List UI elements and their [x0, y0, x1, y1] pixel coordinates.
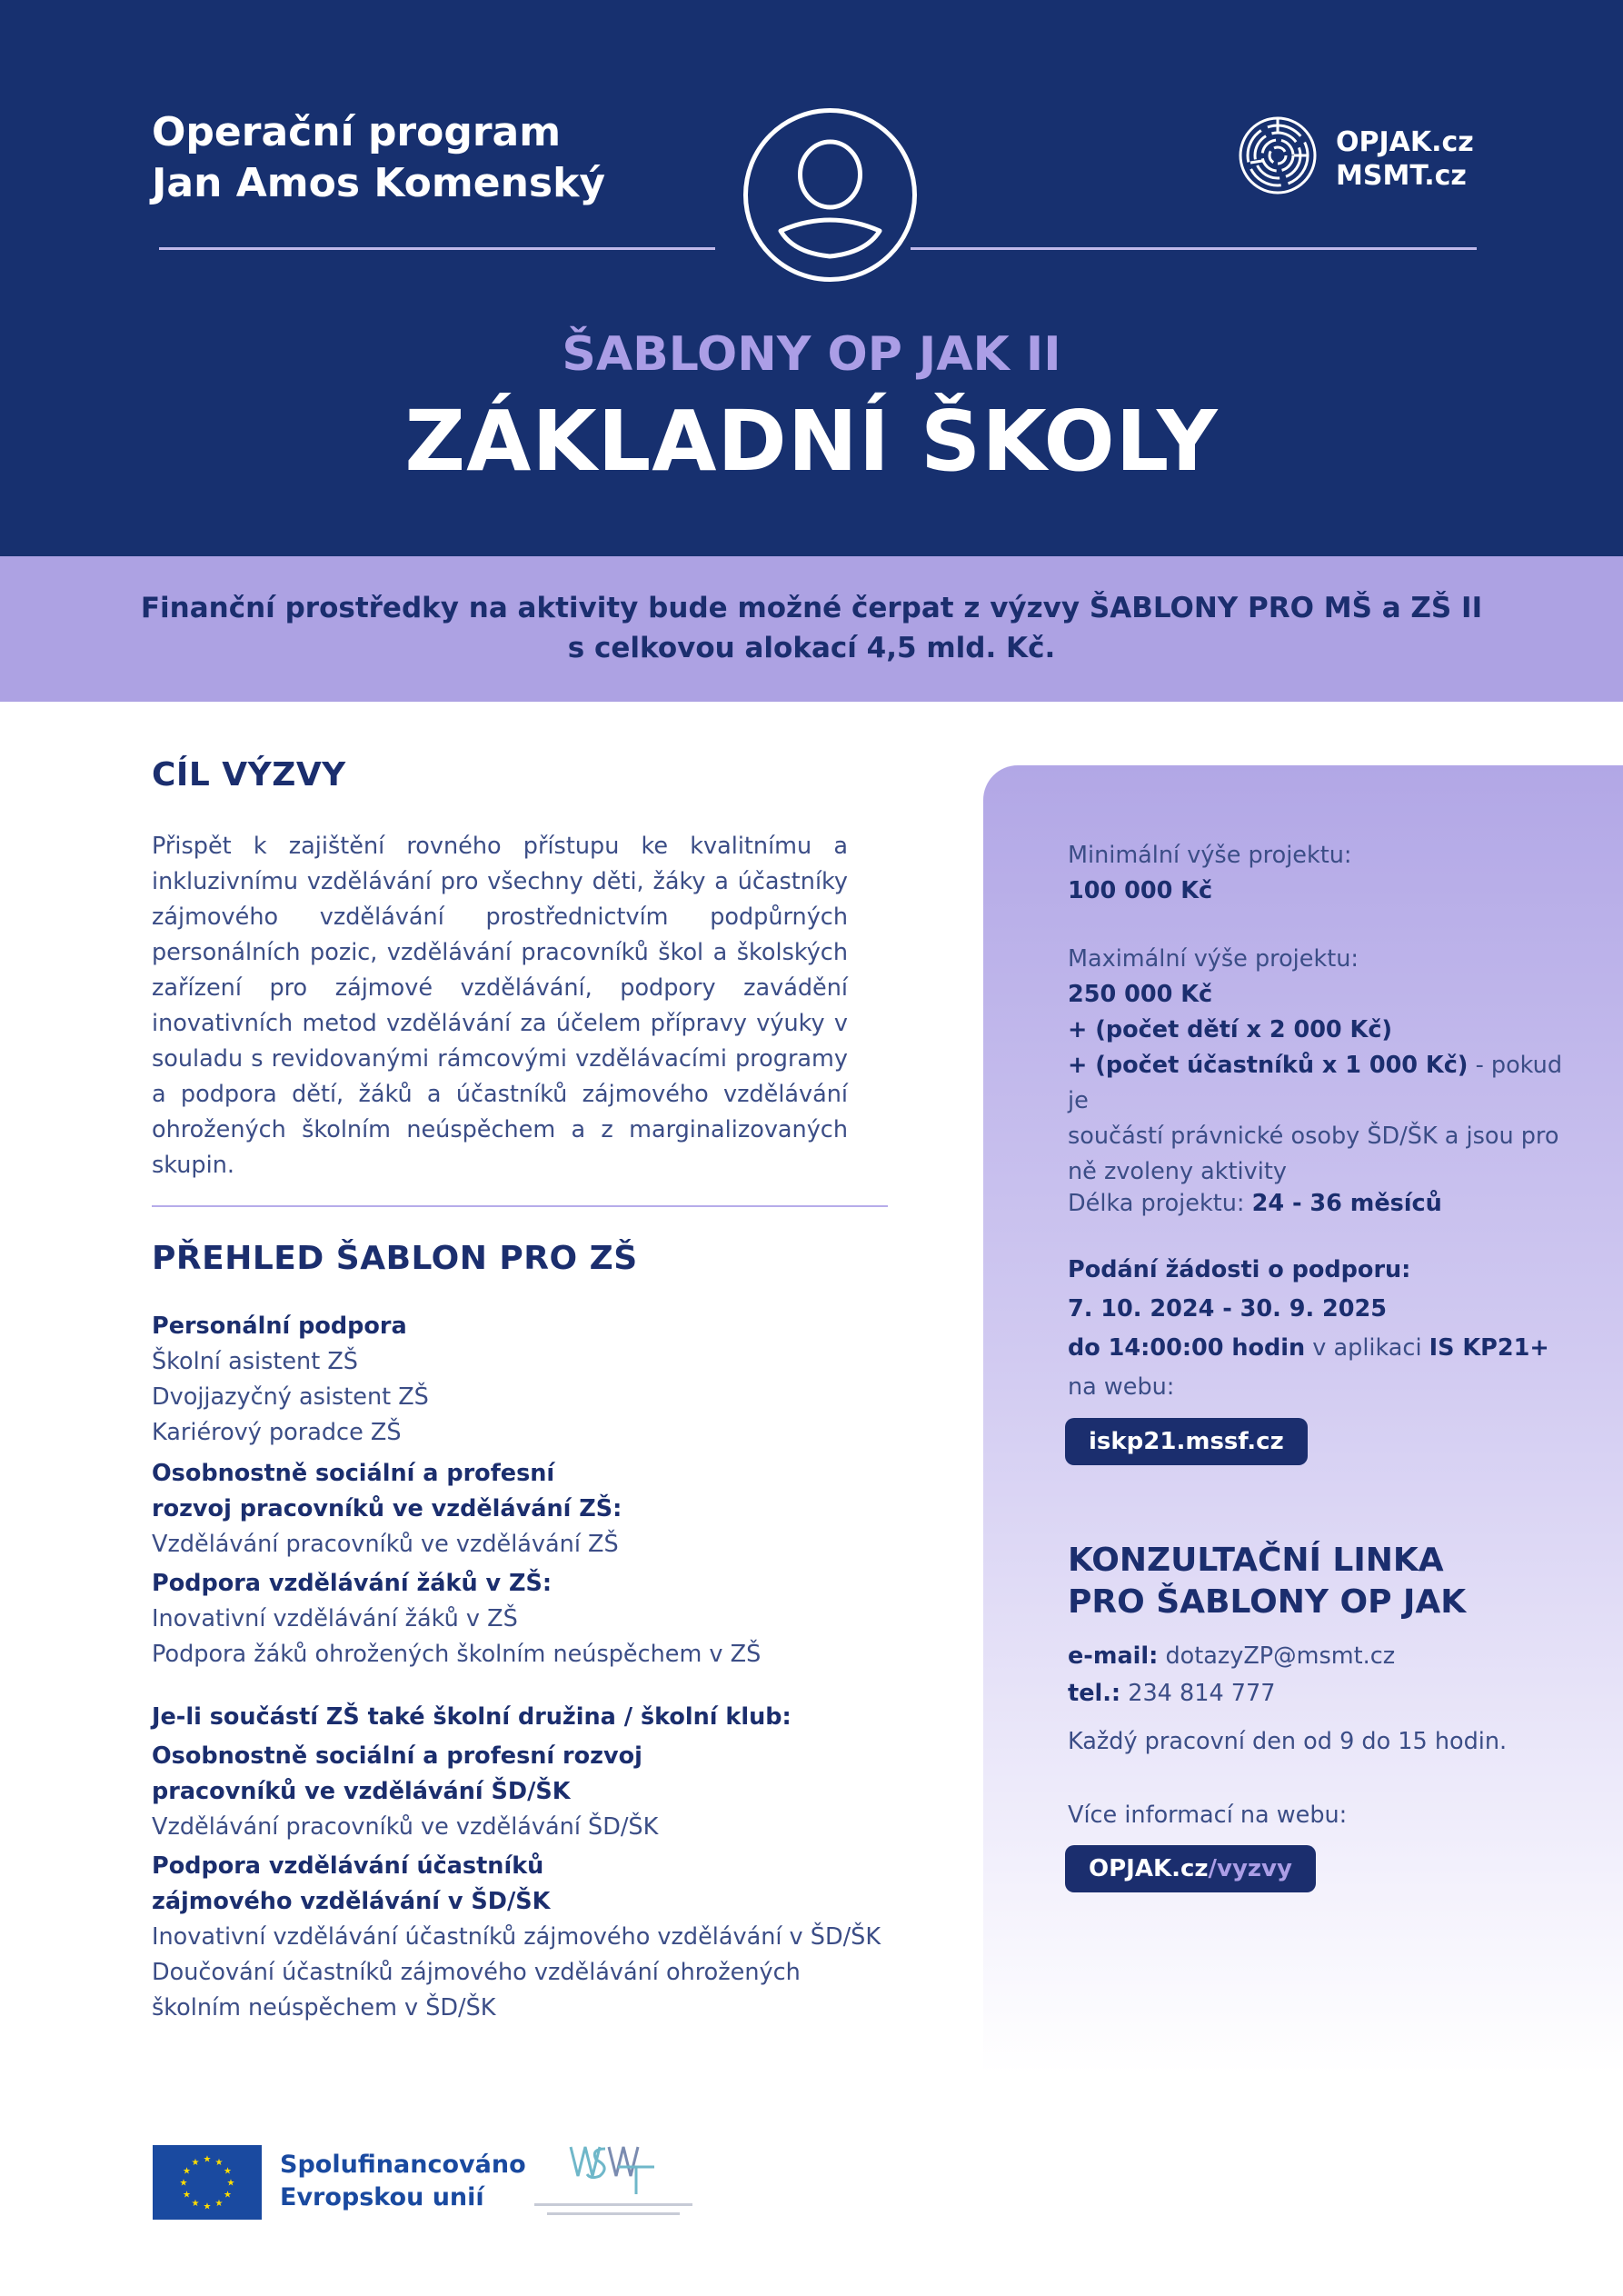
- eu-cofunded-line1: Spolufinancováno: [280, 2151, 526, 2179]
- list-item: Vzdělávání pracovníků ve vzdělávání ZŠ: [152, 1531, 619, 1558]
- eu-star: ★: [179, 2178, 188, 2189]
- min-amount-block: [1068, 838, 1577, 909]
- eu-star: ★: [224, 2166, 232, 2177]
- group-personal-title: Personální podpora: [152, 1313, 407, 1340]
- msmt-link[interactable]: MSMT.cz: [1336, 160, 1467, 192]
- user-icon: [724, 107, 936, 283]
- group-development-title-line2: rozvoj pracovníků ve vzdělávání ZŠ:: [152, 1495, 622, 1522]
- header-divider-left: [159, 247, 715, 250]
- group-development-title-line1: Osobnostně sociální a profesní: [152, 1460, 555, 1487]
- max-amount-label: Maximální výše projektu:: [1068, 945, 1359, 973]
- submission-app: IS KP21+: [1429, 1334, 1549, 1362]
- eu-cofunded-line2: Evropskou unií: [280, 2183, 484, 2211]
- more-info-label: Více informací na webu:: [1068, 1802, 1348, 1829]
- goal-heading: CÍL VÝZVY: [152, 756, 346, 794]
- page-subtitle: ŠABLONY OP JAK II: [562, 327, 1061, 382]
- program-title-line1: Operační program: [152, 109, 562, 155]
- list-item: Vzdělávání pracovníků ve vzdělávání ŠD/ŠK: [152, 1813, 659, 1841]
- iskp-link-wrap: [1065, 1418, 1308, 1465]
- eu-star: ★: [183, 2190, 191, 2201]
- email-label: e-mail:: [1068, 1642, 1159, 1670]
- phone-value[interactable]: 234 814 777: [1120, 1680, 1276, 1707]
- header-links: [1336, 125, 1474, 193]
- opjak-logo-icon: [1238, 115, 1318, 195]
- duration-block: [1068, 1186, 1577, 1222]
- group-club-development-title-line1: Osobnostně sociální a profesní rozvoj: [152, 1742, 642, 1770]
- max-amount-block: [1068, 942, 1577, 1190]
- eu-star: ★: [183, 2166, 191, 2177]
- phone-label: tel.:: [1068, 1680, 1121, 1707]
- submission-dates: 7. 10. 2024 - 30. 9. 2025: [1068, 1295, 1387, 1323]
- max-amount-note-line2: součástí právnické osoby ŠD/ŠK a jsou pro: [1068, 1123, 1559, 1150]
- submission-time: do 14:00:00 hodin: [1068, 1334, 1306, 1362]
- eu-star: ★: [214, 2158, 224, 2168]
- max-amount-note-line1: - pokud je: [1068, 1052, 1563, 1114]
- office-hours: Každý pracovní den od 9 do 15 hodin.: [1068, 1728, 1508, 1755]
- page-title: ZÁKLADNÍ ŠKOLY: [404, 393, 1219, 490]
- max-amount-participants: + (počet účastníků x 1 000 Kč): [1068, 1052, 1469, 1079]
- submission-label: Podání žádosti o podporu:: [1068, 1256, 1411, 1283]
- max-amount-note-line3: ně zvoleny aktivity: [1068, 1158, 1287, 1185]
- opjak-vyzvy-link-path: /vyzvy: [1208, 1855, 1292, 1882]
- eu-star: ★: [191, 2158, 200, 2168]
- list-item: Doučování účastníků zájmového vzdělávání ohrožených: [152, 1959, 801, 1986]
- duration-label: Délka projektu:: [1068, 1190, 1252, 1217]
- iskp-link-button[interactable]: iskp21.mssf.cz: [1065, 1418, 1308, 1465]
- list-item: Dvojjazyčný asistent ZŠ: [152, 1383, 429, 1411]
- hotline-heading-line1: KONZULTAČNÍ LINKA: [1068, 1542, 1444, 1579]
- group-club-participants-title-line1: Podpora vzdělávání účastníků: [152, 1852, 544, 1880]
- opjak-vyzvy-link-wrap: [1065, 1845, 1316, 1892]
- allocation-text: [0, 588, 1623, 668]
- template-overview-list: [152, 1309, 915, 2026]
- eu-star: ★: [224, 2190, 232, 2201]
- opjak-vyzvy-link-button[interactable]: [1065, 1845, 1316, 1892]
- contact-block: [1068, 1638, 1577, 1761]
- overview-heading: PŘEHLED ŠABLON PRO ZŠ: [152, 1240, 638, 1277]
- email-value[interactable]: dotazyZP@msmt.cz: [1158, 1642, 1396, 1670]
- eu-flag-icon: [153, 2145, 262, 2220]
- max-amount-value: 250 000 Kč: [1068, 981, 1213, 1008]
- program-title: [152, 107, 605, 209]
- opjak-vyzvy-link-main: OPJAK.cz: [1089, 1855, 1209, 1882]
- submission-web-label: na webu:: [1068, 1373, 1175, 1401]
- group-pupils-title: Podpora vzdělávání žáků v ZŠ:: [152, 1570, 553, 1597]
- allocation-line1: Finanční prostředky na aktivity bude možné čerpat z výzvy ŠABLONY PRO MŠ a ZŠ II: [140, 592, 1483, 624]
- header-divider-right: [911, 247, 1477, 250]
- list-item: Podpora žáků ohrožených školním neúspěchem v ZŠ: [152, 1641, 762, 1668]
- min-amount-value: 100 000 Kč: [1068, 877, 1213, 904]
- hotline-heading: [1068, 1540, 1577, 1623]
- spacer: [152, 1672, 915, 1700]
- eu-star: ★: [203, 2154, 212, 2165]
- eu-star: ★: [203, 2201, 212, 2212]
- eu-star: ★: [226, 2178, 235, 2189]
- list-item: Školní asistent ZŠ: [152, 1348, 358, 1375]
- msmt-logo-icon: [527, 2140, 700, 2235]
- hotline-heading-line2: PRO ŠABLONY OP JAK: [1068, 1583, 1467, 1621]
- list-item: Kariérový poradce ZŠ: [152, 1419, 402, 1446]
- max-amount-children: + (počet dětí x 2 000 Kč): [1068, 1016, 1393, 1043]
- eu-cofunded-label: [280, 2149, 526, 2214]
- opjak-link[interactable]: OPJAK.cz: [1336, 126, 1474, 158]
- eu-star: ★: [191, 2199, 200, 2209]
- eu-star: ★: [214, 2199, 224, 2209]
- min-amount-label: Minimální výše projektu:: [1068, 842, 1352, 869]
- group-club-participants-title-line2: zájmového vzdělávání v ŠD/ŠK: [152, 1888, 551, 1915]
- duration-value: 24 - 36 měsíců: [1251, 1190, 1442, 1217]
- club-intro: Je-li součástí ZŠ také školní družina / školní klub:: [152, 1703, 792, 1731]
- group-club-development-title-line2: pracovníků ve vzdělávání ŠD/ŠK: [152, 1778, 571, 1805]
- program-title-line2: Jan Amos Komenský: [152, 160, 606, 206]
- section-divider: [152, 1205, 888, 1207]
- goal-text: Přispět k zajištění rovného přístupu ke kvalitnímu a inkluzivnímu vzdělávání pro všechny děti, žáky a účastníky zájmového vzdělávání prostřednictvím podpůrných personálních pozic, vzdělávání pracovníků škol a školských zařízení pro zájmové vzdělávání, podpory zavádění inovativních metod vzdělávání za účelem přípravy výuky v souladu s revidovanými rámcovými vzdělávacími programy a podpora dětí, žáků a účastníků zájmového vzdělávání ohrožených školním neúspěchem a z marginalizovaných skupin.: [152, 833, 848, 1179]
- submission-block: [1068, 1251, 1577, 1407]
- list-item: Inovativní vzdělávání účastníků zájmového vzdělávání v ŠD/ŠK: [152, 1923, 881, 1951]
- list-item: školním neúspěchem v ŠD/ŠK: [152, 1994, 496, 2021]
- allocation-line2: s celkovou alokací 4,5 mld. Kč.: [567, 632, 1056, 664]
- submission-via: v aplikaci: [1305, 1334, 1429, 1362]
- list-item: Inovativní vzdělávání žáků v ZŠ: [152, 1605, 518, 1632]
